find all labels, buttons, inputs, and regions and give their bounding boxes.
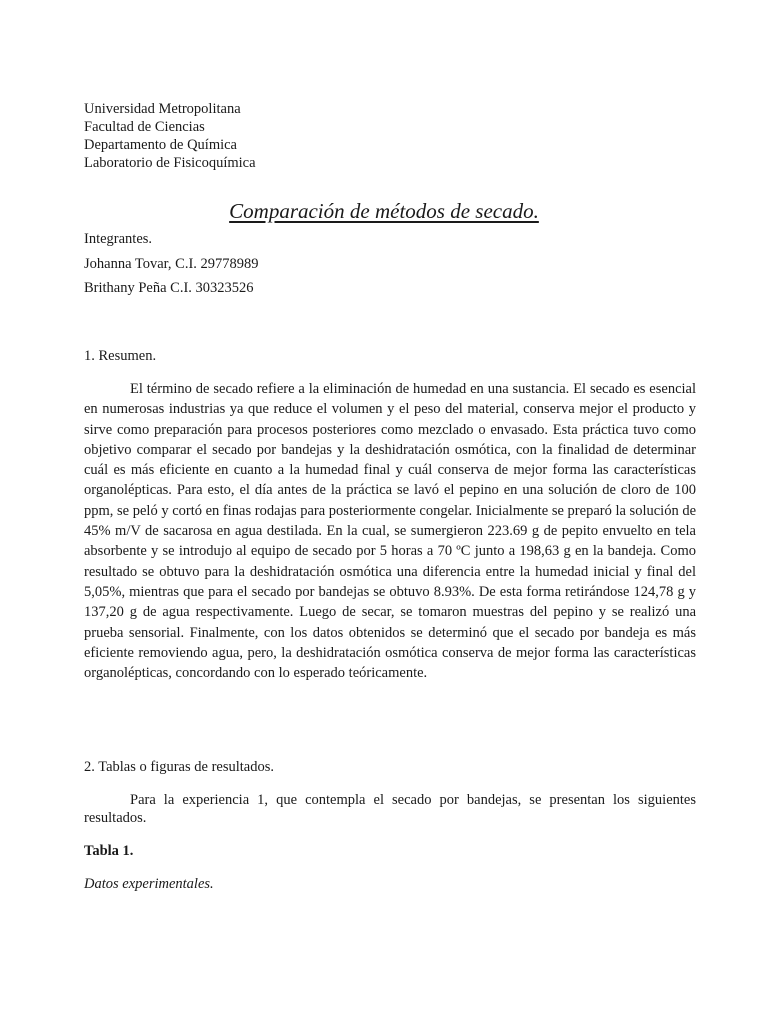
faculty-name: Facultad de Ciencias xyxy=(84,119,205,135)
department-name: Departamento de Química xyxy=(84,137,237,153)
section-1-heading: 1. Resumen. xyxy=(84,348,157,364)
summary-paragraph: El término de secado refiere a la eliminación de humedad en una sustancia. El secado es esencial en numerosas industrias ya que reduce el volumen y el peso del material, conserva mejor el producto y sirve como preparación para procesos posteriores como mezclado o envasado. Esta práctica tuvo como objetivo comparar el secado por bandejas y la deshidratación osmótica, con la finalidad de determinar cuál es más eficiente en cuanto a la humedad final y cuál conserva de mejor forma las características organolépticas. Para esto, el día antes de la práctica se lavó el pepino en una solución de cloro de 100 ppm, se peló y cortó en finas rodajas para posteriormente congelar. Inicialmente se preparó la solución de 45% m/V de sacarosa en agua destilada. En la cual, se sumergieron 223.69 g de pepito envuelto en tela absorbente y se introdujo al equipo de secado por 5 horas a 70 ºC junto a 198,63 g en la bandeja. Como resultado se obtuvo para la deshidratación osmótica una diferencia entre la humedad inicial y final del 5,05%, mientras que para el secado por bandejas se obtuvo 8.93%. De esta forma retirándose 124,78 g y 137,20 g de agua respectivamente. Luego de secar, se tomaron muestras del pepino y se realizó una prueba sensorial. Finalmente, con los datos obtenidos se determinó que el secado por bandeja es más eficiente removiendo agua, pero, la deshidratación osmótica conserva de mejor forma las características organolépticas, concordando con lo esperado teóricamente. xyxy=(84,381,697,682)
member-entry: Johanna Tovar, C.I. 29778989 xyxy=(84,255,259,272)
results-intro-paragraph: Para la experiencia 1, que contempla el secado por bandejas, se presentan los siguientes resultados. xyxy=(84,792,696,826)
table-caption: Datos experimentales. xyxy=(84,876,214,892)
institution-header xyxy=(84,100,256,172)
table-label: Tabla 1. xyxy=(84,843,134,859)
members-block xyxy=(84,230,259,304)
laboratory-name: Laboratorio de Fisicoquímica xyxy=(84,155,256,171)
document-title: Comparación de métodos de secado. xyxy=(229,199,539,223)
members-label: Integrantes. xyxy=(84,231,153,247)
member-entry: Brithany Peña C.I. 30323526 xyxy=(84,280,254,296)
section-2-heading: 2. Tablas o figuras de resultados. xyxy=(84,759,274,775)
university-name: Universidad Metropolitana xyxy=(84,101,241,117)
